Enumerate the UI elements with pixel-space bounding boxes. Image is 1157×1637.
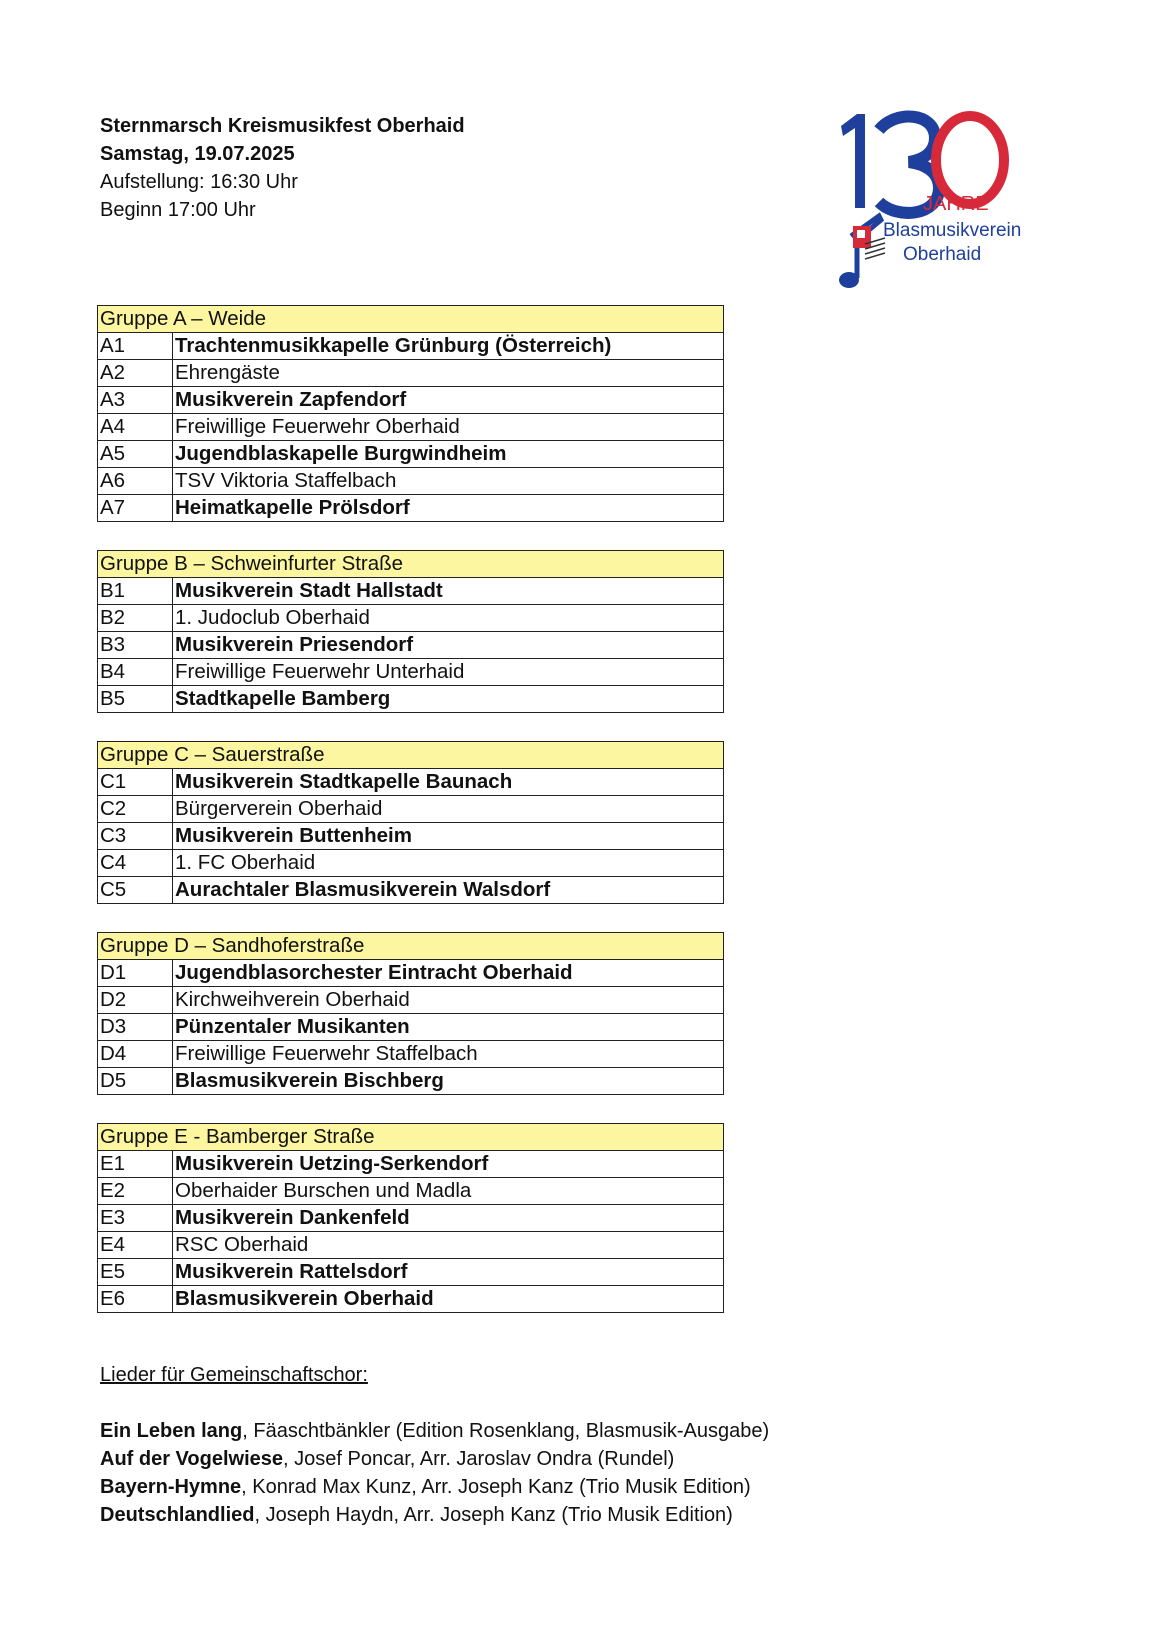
group-header-row [98, 551, 724, 578]
song-title: Bayern-Hymne [100, 1476, 242, 1498]
table-row [98, 468, 724, 495]
table-row [98, 632, 724, 659]
song-item [100, 1417, 769, 1445]
songs-section [100, 1361, 769, 1529]
position-code: C5 [98, 877, 173, 904]
song-item [100, 1445, 769, 1473]
songs-list [100, 1417, 769, 1529]
anniversary-logo [835, 108, 1045, 308]
position-code: B5 [98, 686, 173, 713]
position-code: E4 [98, 1232, 173, 1259]
group-header-row [98, 306, 724, 333]
participant-name: Stadtkapelle Bamberg [173, 686, 724, 713]
participant-name: Musikverein Zapfendorf [173, 387, 724, 414]
song-detail: , Joseph Haydn, Arr. Joseph Kanz (Trio Musik Edition) [254, 1504, 733, 1526]
table-row [98, 796, 724, 823]
logo-digit-one [841, 114, 865, 208]
participant-name: Aurachtaler Blasmusikverein Walsdorf [173, 877, 724, 904]
logo-name-line1: Blasmusikverein [883, 220, 1022, 241]
assembly-time: Aufstellung: 16:30 Uhr [100, 171, 298, 193]
position-code: A7 [98, 495, 173, 522]
song-item [100, 1501, 769, 1529]
group-title: Gruppe A – Weide [98, 306, 724, 333]
position-code: B4 [98, 659, 173, 686]
participant-name: Musikverein Stadt Hallstadt [173, 578, 724, 605]
position-code: C2 [98, 796, 173, 823]
table-row [98, 578, 724, 605]
table-row [98, 769, 724, 796]
participant-name: Jugendblaskapelle Burgwindheim [173, 441, 724, 468]
position-code: D3 [98, 1014, 173, 1041]
table-row [98, 850, 724, 877]
position-code: D5 [98, 1068, 173, 1095]
participant-name: Musikverein Buttenheim [173, 823, 724, 850]
group-table [97, 1123, 724, 1313]
table-row [98, 333, 724, 360]
position-code: E2 [98, 1178, 173, 1205]
participant-name: Ehrengäste [173, 360, 724, 387]
participant-name: Musikverein Uetzing-Serkendorf [173, 1151, 724, 1178]
table-row [98, 441, 724, 468]
event-title: Sternmarsch Kreismusikfest Oberhaid [100, 115, 465, 137]
participant-name: Blasmusikverein Bischberg [173, 1068, 724, 1095]
table-row [98, 1041, 724, 1068]
group-tables [97, 305, 724, 1341]
participant-name: Freiwillige Feuerwehr Staffelbach [173, 1041, 724, 1068]
start-time: Beginn 17:00 Uhr [100, 199, 256, 221]
participant-name: Bürgerverein Oberhaid [173, 796, 724, 823]
table-row [98, 1259, 724, 1286]
position-code: E6 [98, 1286, 173, 1313]
participant-name: Kirchweihverein Oberhaid [173, 987, 724, 1014]
table-row [98, 1232, 724, 1259]
position-code: A2 [98, 360, 173, 387]
participant-name: 1. FC Oberhaid [173, 850, 724, 877]
position-code: B1 [98, 578, 173, 605]
group-table [97, 305, 724, 522]
table-row [98, 659, 724, 686]
table-row [98, 1014, 724, 1041]
position-code: A6 [98, 468, 173, 495]
song-title: Ein Leben lang [100, 1420, 243, 1442]
position-code: E5 [98, 1259, 173, 1286]
position-code: E1 [98, 1151, 173, 1178]
participant-name: Musikverein Priesendorf [173, 632, 724, 659]
position-code: C4 [98, 850, 173, 877]
position-code: A4 [98, 414, 173, 441]
participant-name: Pünzentaler Musikanten [173, 1014, 724, 1041]
logo-name-line2: Oberhaid [903, 244, 982, 265]
participant-name: 1. Judoclub Oberhaid [173, 605, 724, 632]
group-table [97, 932, 724, 1095]
logo-digit-zero [936, 116, 1004, 204]
participant-name: Musikverein Stadtkapelle Baunach [173, 769, 724, 796]
position-code: B2 [98, 605, 173, 632]
event-date: Samstag, 19.07.2025 [100, 143, 295, 165]
participant-name: Heimatkapelle Prölsdorf [173, 495, 724, 522]
table-row [98, 495, 724, 522]
position-code: A5 [98, 441, 173, 468]
group-table [97, 550, 724, 713]
group-title: Gruppe E - Bamberger Straße [98, 1124, 724, 1151]
position-code: D2 [98, 987, 173, 1014]
participant-name: Trachtenmusikkapelle Grünburg (Österreich) [173, 333, 724, 360]
group-header-row [98, 933, 724, 960]
position-code: C1 [98, 769, 173, 796]
table-row [98, 1178, 724, 1205]
table-row [98, 987, 724, 1014]
participant-name: Musikverein Dankenfeld [173, 1205, 724, 1232]
position-code: E3 [98, 1205, 173, 1232]
songs-title: Lieder für Gemeinschaftschor: [100, 1364, 368, 1386]
position-code: D1 [98, 960, 173, 987]
table-row [98, 387, 724, 414]
position-code: D4 [98, 1041, 173, 1068]
position-code: C3 [98, 823, 173, 850]
participant-name: Freiwillige Feuerwehr Unterhaid [173, 659, 724, 686]
table-row [98, 877, 724, 904]
group-title: Gruppe C – Sauerstraße [98, 742, 724, 769]
group-title: Gruppe B – Schweinfurter Straße [98, 551, 724, 578]
participant-name: Jugendblasorchester Eintracht Oberhaid [173, 960, 724, 987]
participant-name: Oberhaider Burschen und Madla [173, 1178, 724, 1205]
position-code: B3 [98, 632, 173, 659]
participant-name: Musikverein Rattelsdorf [173, 1259, 724, 1286]
position-code: A3 [98, 387, 173, 414]
group-title: Gruppe D – Sandhoferstraße [98, 933, 724, 960]
participant-name: Blasmusikverein Oberhaid [173, 1286, 724, 1313]
logo-jahre: JAHRE [923, 193, 989, 215]
participant-name: Freiwillige Feuerwehr Oberhaid [173, 414, 724, 441]
table-row [98, 1205, 724, 1232]
song-item [100, 1473, 769, 1501]
participant-name: TSV Viktoria Staffelbach [173, 468, 724, 495]
table-row [98, 823, 724, 850]
table-row [98, 360, 724, 387]
document-header [100, 112, 465, 224]
table-row [98, 1286, 724, 1313]
song-title: Auf der Vogelwiese [100, 1448, 284, 1470]
song-detail: , Fäaschtbänkler (Edition Rosenklang, Blasmusik-Ausgabe) [242, 1420, 770, 1442]
table-row [98, 1151, 724, 1178]
song-title: Deutschlandlied [100, 1504, 255, 1526]
group-header-row [98, 1124, 724, 1151]
table-row [98, 686, 724, 713]
song-detail: , Konrad Max Kunz, Arr. Joseph Kanz (Trio Musik Edition) [241, 1476, 751, 1498]
table-row [98, 414, 724, 441]
participant-name: RSC Oberhaid [173, 1232, 724, 1259]
table-row [98, 1068, 724, 1095]
table-row [98, 960, 724, 987]
table-row [98, 605, 724, 632]
song-detail: , Josef Poncar, Arr. Jaroslav Ondra (Rundel) [283, 1448, 675, 1470]
group-header-row [98, 742, 724, 769]
position-code: A1 [98, 333, 173, 360]
group-table [97, 741, 724, 904]
